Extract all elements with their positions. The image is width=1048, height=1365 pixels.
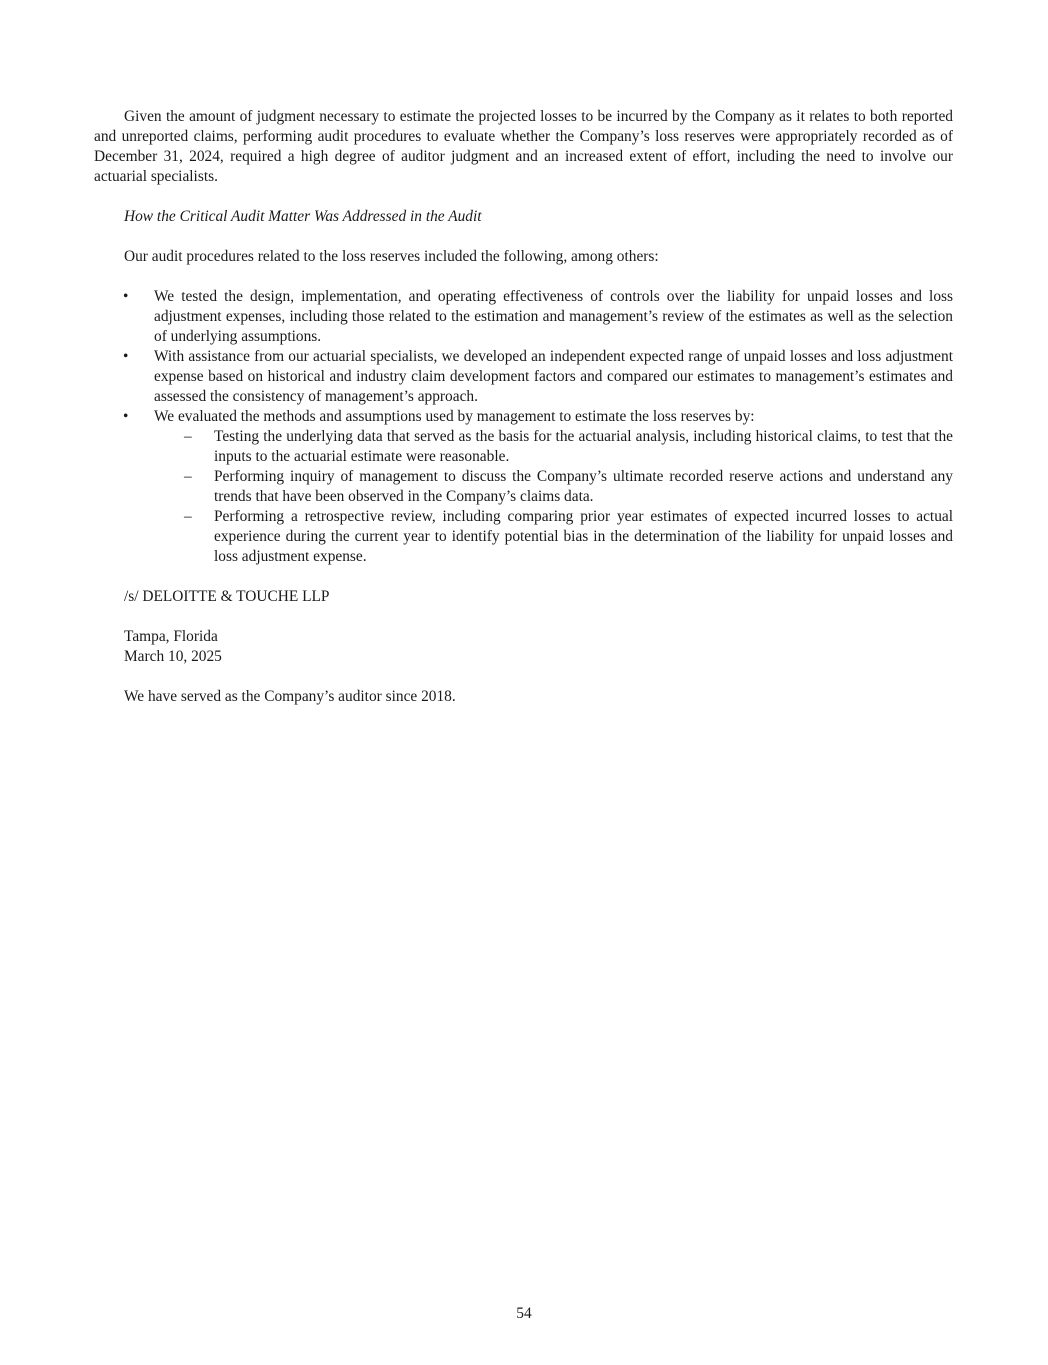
section-heading: How the Critical Audit Matter Was Addressed in the Audit — [124, 208, 482, 225]
page-number: 54 — [516, 1305, 532, 1322]
auditor-signature: /s/ DELOITTE & TOUCHE LLP — [124, 588, 330, 605]
tenure-statement: We have served as the Company’s auditor since 2018. — [124, 688, 456, 705]
sub-list-item — [154, 467, 953, 507]
intro-paragraph: Given the amount of judgment necessary to estimate the projected losses to be incurred by the Company as it relates to both reported and unreported claims, performing audit procedures to evaluate whether the Company’s loss reserves were appropriately recorded as of December 31, 2024, required a high degree of auditor judgment and an increased extent of effort, including the need to involve our actuarial specialists. — [94, 108, 953, 185]
bullet-icon: • — [123, 348, 129, 365]
list-item — [94, 347, 953, 407]
procedures-intro: Our audit procedures related to the loss reserves included the following, among others: — [124, 248, 659, 265]
sub-list-item-text: Testing the underlying data that served as the basis for the actuarial analysis, including historical claims, to test that the inputs to the actuarial estimate were reasonable. — [214, 428, 953, 465]
sub-list-item-text: Performing inquiry of management to discuss the Company’s ultimate recorded reserve actions and understand any trends that have been observed in the Company’s claims data. — [214, 468, 953, 505]
dash-icon: – — [184, 428, 192, 445]
report-body — [94, 107, 953, 727]
list-item-text: We tested the design, implementation, and operating effectiveness of controls over the liability for unpaid losses and loss adjustment expenses, including those related to the estimation and management’s review of the estimates as well as the selection of underlying assumptions. — [154, 288, 953, 345]
report-date: March 10, 2025 — [124, 648, 222, 665]
sub-list-item — [154, 427, 953, 467]
bullet-icon: • — [123, 288, 129, 305]
dash-icon: – — [184, 508, 192, 525]
list-item — [94, 287, 953, 347]
sub-list-item — [154, 507, 953, 567]
sub-list-item-text: Performing a retrospective review, including comparing prior year estimates of expected incurred losses to actual experience during the current year to identify potential bias in the determination of the liability for unpaid losses and loss adjustment expense. — [214, 508, 953, 565]
list-item-text: With assistance from our actuarial specialists, we developed an independent expected range of unpaid losses and loss adjustment expense based on historical and industry claim development factors and compared our estimates to management’s estimates and assessed the consistency of management’s approach. — [154, 348, 953, 405]
dash-icon: – — [184, 468, 192, 485]
sub-procedures-list — [154, 427, 953, 567]
list-item — [94, 407, 953, 567]
bullet-icon: • — [123, 408, 129, 425]
signature-location-date — [124, 627, 953, 667]
list-item-text: We evaluated the methods and assumptions used by management to estimate the loss reserves by: — [154, 408, 755, 425]
location: Tampa, Florida — [124, 628, 218, 645]
procedures-list — [94, 287, 953, 567]
